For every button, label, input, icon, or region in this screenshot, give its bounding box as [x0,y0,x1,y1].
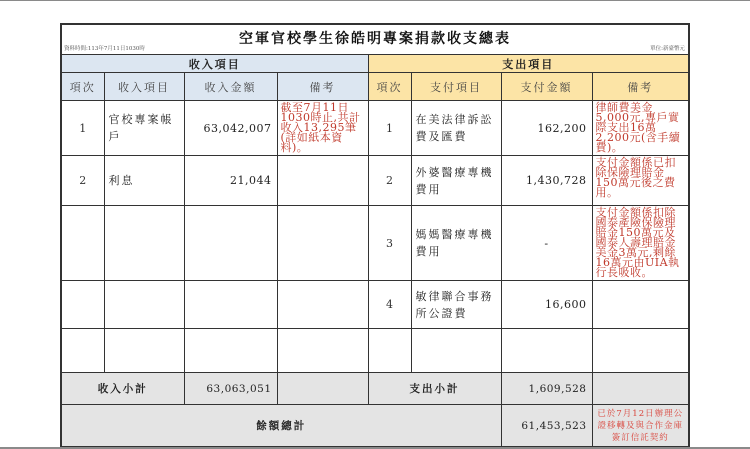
expense-subtotal-note [592,373,689,405]
subtotal-row [61,373,689,405]
income-seq: 2 [61,156,104,206]
title-cell [61,24,689,55]
expense-item: 敏律聯合事務所公證費 [411,281,501,329]
grand-total-row [61,405,689,448]
expense-note: 律師費美金5,000元,專戶實際支出16萬2,200元(含手續費)。 [592,101,689,156]
income-item: 官校專案帳戶 [104,101,184,156]
expense-col-item: 支付項目 [411,73,501,101]
income-item [104,329,184,373]
top-divider [0,0,750,1]
expense-item [411,329,501,373]
income-col-item: 收入項目 [104,73,184,101]
table-row [61,101,689,156]
table-row [61,156,689,206]
expense-amount: 1,430,728 [501,156,592,206]
currency-unit: 單位:新臺幣元 [650,46,685,52]
income-note: 截至7月11日1030時止,共計收入13,295筆(詳如紙本資料)。 [277,101,368,156]
income-amount [184,329,277,373]
income-col-amount: 收入金額 [184,73,277,101]
income-amount: 63,042,007 [184,101,277,156]
expense-subtotal-amount: 1,609,528 [501,373,592,405]
expense-item: 外婆醫療專機費用 [411,156,501,206]
data-time: 資料時間:113年7月11日1030時 [64,46,145,52]
income-subtotal-note [277,373,368,405]
expense-item: 媽媽醫療專機費用 [411,206,501,281]
expense-seq: 4 [368,281,411,329]
expense-amount: 162,200 [501,101,592,156]
income-amount [184,281,277,329]
income-seq [61,206,104,281]
income-col-seq: 項次 [61,73,104,101]
expense-seq: 2 [368,156,411,206]
income-note [277,281,368,329]
income-note [277,329,368,373]
expense-note: 支付金額係已扣除保險理賠金150萬元後之費用。 [592,156,689,206]
expense-note: 支付金額係扣除國泰產險保險理賠金150萬元及國泰人壽理賠金美金3萬元,剩餘16萬元由UIA執行長吸收。 [592,206,689,281]
income-seq [61,281,104,329]
expense-amount: 16,600 [501,281,592,329]
table-row [61,281,689,329]
income-amount: 21,044 [184,156,277,206]
expense-item: 在美法律訴訟費及匯費 [411,101,501,156]
income-item [104,206,184,281]
income-col-note: 備考 [277,73,368,101]
balance-note: 已於7月12日辦理公證移轉及與合作金庫簽訂信託契約 [592,405,689,448]
income-subtotal-label: 收入小計 [61,373,184,405]
expense-col-seq: 項次 [368,73,411,101]
expense-col-amount: 支付金額 [501,73,592,101]
donation-summary-table [60,23,690,448]
expense-seq [368,329,411,373]
expense-amount: - [501,206,592,281]
income-item: 利息 [104,156,184,206]
balance-label: 餘額總計 [61,405,501,448]
income-subtotal-amount: 63,063,051 [184,373,277,405]
income-note [277,156,368,206]
income-amount [184,206,277,281]
expense-seq: 1 [368,101,411,156]
table-row [61,329,689,373]
expense-subtotal-label: 支出小計 [368,373,501,405]
expense-amount [501,329,592,373]
expense-col-note: 備考 [592,73,689,101]
expense-section-header: 支出項目 [368,55,689,73]
income-note [277,206,368,281]
expense-seq: 3 [368,206,411,281]
income-seq [61,329,104,373]
income-item [104,281,184,329]
table-row [61,206,689,281]
income-seq: 1 [61,101,104,156]
expense-note [592,329,689,373]
income-section-header: 收入項目 [61,55,368,73]
document-title: 空軍官校學生徐皓明專案捐款收支總表 [239,31,511,47]
expense-note [592,281,689,329]
balance-amount: 61,453,523 [501,405,592,448]
